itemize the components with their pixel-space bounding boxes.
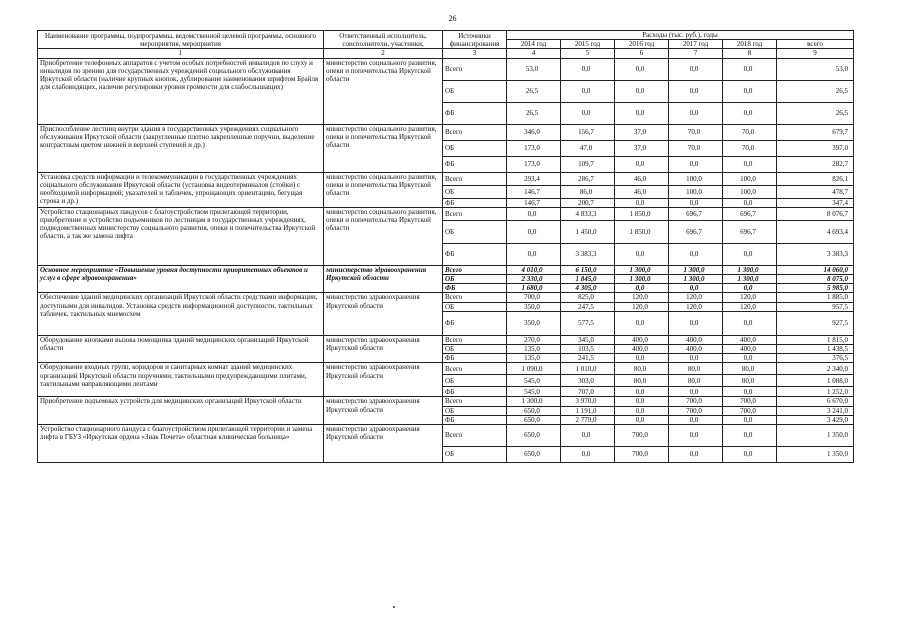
year-value: 4 010,0 xyxy=(507,265,561,274)
year-value: 0,0 xyxy=(723,243,777,265)
total-value: 1 438,5 xyxy=(777,345,854,354)
funding-source: ОБ xyxy=(443,406,507,415)
year-value: 1 680,0 xyxy=(507,284,561,293)
year-value: 0,0 xyxy=(615,415,669,424)
year-value: 700,0 xyxy=(723,397,777,406)
year-value: 120,0 xyxy=(615,293,669,302)
year-value: 1 090,0 xyxy=(507,363,561,375)
year-value: 577,5 xyxy=(561,311,615,335)
year-value: 0,0 xyxy=(723,156,777,172)
funding-source: Всего xyxy=(443,172,507,185)
year-value: 0,0 xyxy=(669,58,723,80)
total-value: 478,7 xyxy=(777,185,854,198)
year-value: 146,7 xyxy=(507,198,561,207)
year-value: 86,0 xyxy=(561,185,615,198)
funding-source: ОБ xyxy=(443,140,507,156)
measure-name: Приобретение телефонных аппаратов с учетом особых потребностей инвалидов по слуху и инвалидов по зрению для государственных учреждений социального обслуживания Иркутской области (наличие крупных кнопок, дублирование наименования шрифтом Брайля для слабовидящих, наличие регулировки уровня громкости для слабослышащих) xyxy=(38,58,324,124)
header-sources: Источники финансирования xyxy=(443,31,507,49)
year-value: 4 833,3 xyxy=(561,207,615,220)
measure-name: Приобретение подъемных устройств для медицинских организаций Иркутской области xyxy=(38,397,324,425)
funding-source: ФБ xyxy=(443,311,507,335)
funding-source: Всего xyxy=(443,207,507,220)
total-value: 1 252,0 xyxy=(777,387,854,397)
table-row xyxy=(38,265,854,274)
year-value: 37,0 xyxy=(615,124,669,140)
year-value: 0,0 xyxy=(615,58,669,80)
year-value: 0,0 xyxy=(723,102,777,124)
year-value: 346,0 xyxy=(507,124,561,140)
year-value: 70,0 xyxy=(723,124,777,140)
funding-source: ФБ xyxy=(443,284,507,293)
year-value: 545,0 xyxy=(507,375,561,387)
year-value: 146,7 xyxy=(507,185,561,198)
funding-source: ОБ xyxy=(443,80,507,102)
year-value: 345,0 xyxy=(561,335,615,344)
funding-source: Всего xyxy=(443,397,507,406)
year-value: 0,0 xyxy=(669,387,723,397)
year-value: 303,0 xyxy=(561,375,615,387)
executor: министерство здравоохранения Иркутской области xyxy=(324,335,443,363)
year-value: 241,5 xyxy=(561,354,615,363)
year-value: 0,0 xyxy=(669,284,723,293)
year-value: 400,0 xyxy=(669,345,723,354)
year-value: 3 383,3 xyxy=(561,243,615,265)
measure-name: Установка средств информации и телекоммуникации в государственных учреждениях социального обслуживания Иркутской области (установка видеотерминалов (стойки) с необходимой информацией; указателей и табличек, упрощающих ориентацию, бегущая строка и др.) xyxy=(38,172,324,207)
year-value: 400,0 xyxy=(669,335,723,344)
total-value: 3 241,0 xyxy=(777,406,854,415)
year-value: 696,7 xyxy=(723,207,777,220)
year-value: 1 300,0 xyxy=(615,265,669,274)
year-value: 120,0 xyxy=(615,302,669,311)
year-value: 200,7 xyxy=(561,198,615,207)
funding-source: Всего xyxy=(443,335,507,344)
year-value: 100,0 xyxy=(669,185,723,198)
year-value: 135,0 xyxy=(507,345,561,354)
year-value: 1 845,0 xyxy=(561,275,615,284)
year-value: 350,0 xyxy=(507,311,561,335)
funding-source: ОБ xyxy=(443,220,507,243)
table-row xyxy=(38,124,854,140)
year-value: 80,0 xyxy=(669,363,723,375)
funding-source: Всего xyxy=(443,265,507,274)
year-value: 0,0 xyxy=(615,397,669,406)
funding-source: ФБ xyxy=(443,387,507,397)
measure-name: Устройство стационарных пандусов с благоустройством прилегающей территории, приобретение и устройство подъемников по лестницам в государственных учреждениях, подведомственных министерству социального развития, опеки и попечительства Иркутской области, а так же замена лифта xyxy=(38,207,324,265)
funding-source: ФБ xyxy=(443,243,507,265)
column-index: 8 xyxy=(723,49,777,58)
total-value: 8 076,7 xyxy=(777,207,854,220)
total-value: 3 383,3 xyxy=(777,243,854,265)
year-value: 0,0 xyxy=(615,284,669,293)
table-row xyxy=(38,293,854,302)
funding-source: ОБ xyxy=(443,345,507,354)
year-value: 120,0 xyxy=(669,302,723,311)
year-value: 696,7 xyxy=(723,220,777,243)
funding-source: Всего xyxy=(443,124,507,140)
year-value: 47,0 xyxy=(561,140,615,156)
year-value: 70,0 xyxy=(669,124,723,140)
funding-source: ОБ xyxy=(443,275,507,284)
total-value: 5 985,0 xyxy=(777,284,854,293)
total-value: 3 429,0 xyxy=(777,415,854,424)
year-value: 1 300,0 xyxy=(615,275,669,284)
year-value: 173,0 xyxy=(507,140,561,156)
funding-source: ФБ xyxy=(443,102,507,124)
year-value: 53,0 xyxy=(507,58,561,80)
executor: министерство здравоохранения Иркутской области xyxy=(324,363,443,397)
year-value: 700,0 xyxy=(669,406,723,415)
year-value: 173,0 xyxy=(507,156,561,172)
table-row xyxy=(38,58,854,80)
column-index: 1 xyxy=(38,49,324,58)
executor: министерство здравоохранения Иркутской области xyxy=(324,425,443,463)
measure-name: Оборудование входных групп, коридоров и санитарных комнат зданий медицинских организаций Иркутской области поручнями, тактильными предупреждающими плитами, тактильными направляющими лентами xyxy=(38,363,324,397)
year-value: 3 970,0 xyxy=(561,397,615,406)
year-value: 1 300,0 xyxy=(723,275,777,284)
header-year: 2015 год xyxy=(561,40,615,49)
year-value: 650,0 xyxy=(507,425,561,447)
funding-source: ФБ xyxy=(443,354,507,363)
year-value: 0,0 xyxy=(669,102,723,124)
total-value: 397,0 xyxy=(777,140,854,156)
year-value: 400,0 xyxy=(723,345,777,354)
year-value: 545,0 xyxy=(507,387,561,397)
header-year: 2016 год xyxy=(615,40,669,49)
funding-source: ОБ xyxy=(443,447,507,463)
year-value: 1 300,0 xyxy=(669,275,723,284)
year-value: 700,0 xyxy=(723,406,777,415)
total-value: 4 693,4 xyxy=(777,220,854,243)
year-value: 0,0 xyxy=(615,354,669,363)
header-expenses: Расходы (тыс. руб.), годы xyxy=(507,31,854,40)
executor: министерство социального развития, опеки и попечительства Иркутской области xyxy=(324,207,443,265)
year-value: 1 191,0 xyxy=(561,406,615,415)
total-value: 957,5 xyxy=(777,302,854,311)
total-value: 6 670,0 xyxy=(777,397,854,406)
year-value: 0,0 xyxy=(615,198,669,207)
year-value: 286,7 xyxy=(561,172,615,185)
total-value: 26,5 xyxy=(777,80,854,102)
header-year: 2017 год xyxy=(669,40,723,49)
funding-source: ОБ xyxy=(443,375,507,387)
year-value: 103,5 xyxy=(561,345,615,354)
expenses-table xyxy=(37,30,854,463)
header-executor: Ответственный исполнитель, соисполнители, участники, xyxy=(324,31,443,49)
year-value: 0,0 xyxy=(561,102,615,124)
year-value: 0,0 xyxy=(669,80,723,102)
total-value: 8 075,0 xyxy=(777,275,854,284)
executor: министерство социального развития, опеки и попечительства Иркутской области xyxy=(324,58,443,124)
year-value: 26,5 xyxy=(507,80,561,102)
column-index: 7 xyxy=(669,49,723,58)
year-value: 109,7 xyxy=(561,156,615,172)
year-value: 80,0 xyxy=(615,375,669,387)
total-value: 26,5 xyxy=(777,102,854,124)
total-value: 1 350,0 xyxy=(777,425,854,447)
year-value: 0,0 xyxy=(669,447,723,463)
year-value: 6 150,0 xyxy=(561,265,615,274)
header-program: Наименование программы, подпрограммы, ведомственной целевой программы, основного мероприятия, мероприятия xyxy=(38,31,324,49)
year-value: 80,0 xyxy=(723,375,777,387)
executor: министерство здравоохранения Иркутской области xyxy=(324,265,443,293)
total-value: 1 350,0 xyxy=(777,447,854,463)
year-value: 100,0 xyxy=(723,172,777,185)
measure-name: Оборудование кнопками вызова помощника зданий медицинских организаций Иркутской области xyxy=(38,335,324,363)
column-index: 2 xyxy=(324,49,443,58)
year-value: 0,0 xyxy=(669,354,723,363)
year-value: 0,0 xyxy=(723,354,777,363)
year-value: 0,0 xyxy=(615,80,669,102)
year-value: 247,5 xyxy=(561,302,615,311)
total-value: 376,5 xyxy=(777,354,854,363)
column-index: 3 xyxy=(443,49,507,58)
executor: министерство социального развития, опеки и попечительства Иркутской области xyxy=(324,172,443,207)
table-row xyxy=(38,335,854,344)
year-value: 0,0 xyxy=(669,156,723,172)
year-value: 270,0 xyxy=(507,335,561,344)
measure-name: Приспособление лестниц внутри здания в государственных учреждениях социального обслуживания Иркутской области (закругленные плотно закрепленные поручни, выделение контрастным цветом нижней и верхней ступеней и др.) xyxy=(38,124,324,172)
total-value: 2 340,0 xyxy=(777,363,854,375)
year-value: 825,0 xyxy=(561,293,615,302)
year-value: 0,0 xyxy=(723,415,777,424)
total-value: 1 815,0 xyxy=(777,335,854,344)
year-value: 0,0 xyxy=(561,425,615,447)
table-row xyxy=(38,172,854,185)
year-value: 2 779,0 xyxy=(561,415,615,424)
year-value: 400,0 xyxy=(615,335,669,344)
year-value: 0,0 xyxy=(669,243,723,265)
year-value: 696,7 xyxy=(669,220,723,243)
total-value: 927,5 xyxy=(777,311,854,335)
year-value: 0,0 xyxy=(615,406,669,415)
year-value: 0,0 xyxy=(669,415,723,424)
year-value: 350,0 xyxy=(507,302,561,311)
executor: министерство здравоохранения Иркутской области xyxy=(324,397,443,425)
year-value: 0,0 xyxy=(561,58,615,80)
total-value: 282,7 xyxy=(777,156,854,172)
year-value: 0,0 xyxy=(615,311,669,335)
year-value: 100,0 xyxy=(669,172,723,185)
header-year: 2018 год xyxy=(723,40,777,49)
year-value: 1 300,0 xyxy=(723,265,777,274)
column-index: 4 xyxy=(507,49,561,58)
year-value: 0,0 xyxy=(723,198,777,207)
year-value: 0,0 xyxy=(723,425,777,447)
year-value: 0,0 xyxy=(561,80,615,102)
year-value: 400,0 xyxy=(723,335,777,344)
year-value: 0,0 xyxy=(723,58,777,80)
funding-source: ОБ xyxy=(443,302,507,311)
year-value: 0,0 xyxy=(507,220,561,243)
year-value: 0,0 xyxy=(507,207,561,220)
year-value: 1 850,0 xyxy=(615,220,669,243)
year-value: 650,0 xyxy=(507,415,561,424)
year-value: 26,5 xyxy=(507,102,561,124)
year-value: 0,0 xyxy=(507,243,561,265)
year-value: 37,0 xyxy=(615,140,669,156)
year-value: 293,4 xyxy=(507,172,561,185)
year-value: 0,0 xyxy=(723,387,777,397)
year-value: 400,0 xyxy=(615,345,669,354)
column-index: 9 xyxy=(777,49,854,58)
table-row xyxy=(38,363,854,375)
funding-source: Всего xyxy=(443,58,507,80)
funding-source: Всего xyxy=(443,293,507,302)
year-value: 0,0 xyxy=(615,156,669,172)
executor: министерство здравоохранения Иркутской области xyxy=(324,293,443,335)
year-value: 0,0 xyxy=(723,284,777,293)
year-value: 700,0 xyxy=(507,293,561,302)
executor: министерство социального развития, опеки и попечительства Иркутской области xyxy=(324,124,443,172)
year-value: 4 305,0 xyxy=(561,284,615,293)
year-value: 700,0 xyxy=(669,397,723,406)
funding-source: Всего xyxy=(443,363,507,375)
funding-source: ФБ xyxy=(443,156,507,172)
total-value: 53,0 xyxy=(777,58,854,80)
year-value: 80,0 xyxy=(723,363,777,375)
year-value: 700,0 xyxy=(615,425,669,447)
year-value: 0,0 xyxy=(723,311,777,335)
year-value: 0,0 xyxy=(669,311,723,335)
funding-source: Всего xyxy=(443,425,507,447)
year-value: 696,7 xyxy=(669,207,723,220)
year-value: 135,0 xyxy=(507,354,561,363)
year-value: 80,0 xyxy=(615,363,669,375)
year-value: 46,0 xyxy=(615,185,669,198)
total-value: 347,4 xyxy=(777,198,854,207)
total-value: 1 088,0 xyxy=(777,375,854,387)
year-value: 1 300,0 xyxy=(669,265,723,274)
year-value: 1 450,0 xyxy=(561,220,615,243)
total-value: 679,7 xyxy=(777,124,854,140)
year-value: 120,0 xyxy=(723,293,777,302)
year-value: 2 330,0 xyxy=(507,275,561,284)
year-value: 70,0 xyxy=(669,140,723,156)
header-total: всего xyxy=(777,40,854,49)
year-value: 100,0 xyxy=(723,185,777,198)
scan-speck xyxy=(393,606,395,608)
year-value: 700,0 xyxy=(615,447,669,463)
measure-name: Обеспечение зданий медицинских организаций Иркутской области средствами информации, доступными для инвалидов. Установка средств информационной доступности, тактильных табличек, тактильных мнемосхем xyxy=(38,293,324,335)
table-row xyxy=(38,207,854,220)
year-value: 707,0 xyxy=(561,387,615,397)
year-value: 0,0 xyxy=(615,243,669,265)
column-index: 6 xyxy=(615,49,669,58)
year-value: 1 300,0 xyxy=(507,397,561,406)
year-value: 46,0 xyxy=(615,172,669,185)
year-value: 120,0 xyxy=(723,302,777,311)
year-value: 650,0 xyxy=(507,447,561,463)
year-value: 0,0 xyxy=(669,425,723,447)
total-value: 1 885,0 xyxy=(777,293,854,302)
page-number: 26 xyxy=(448,14,457,23)
year-value: 156,7 xyxy=(561,124,615,140)
table-row xyxy=(38,397,854,406)
funding-source: ОБ xyxy=(443,185,507,198)
year-value: 1 850,0 xyxy=(615,207,669,220)
measure-name: Основное мероприятие «Повышение уровня доступности приоритетных объектов и услуг в сфере здравоохранения» xyxy=(38,265,324,293)
funding-source: ФБ xyxy=(443,415,507,424)
total-value: 14 060,0 xyxy=(777,265,854,274)
year-value: 0,0 xyxy=(561,447,615,463)
year-value: 70,0 xyxy=(723,140,777,156)
header-year: 2014 год xyxy=(507,40,561,49)
measure-name: Устройство стационарного пандуса с благоустройством прилегающей территории и замена лифта в ГБУЗ «Иркутская ордена «Знак Почета» областная клиническая больница» xyxy=(38,425,324,463)
table-row xyxy=(38,425,854,447)
year-value: 0,0 xyxy=(615,102,669,124)
year-value: 0,0 xyxy=(723,80,777,102)
year-value: 0,0 xyxy=(669,198,723,207)
column-index: 5 xyxy=(561,49,615,58)
year-value: 120,0 xyxy=(669,293,723,302)
year-value: 80,0 xyxy=(669,375,723,387)
year-value: 1 010,0 xyxy=(561,363,615,375)
year-value: 0,0 xyxy=(723,447,777,463)
year-value: 650,0 xyxy=(507,406,561,415)
funding-source: ФБ xyxy=(443,198,507,207)
total-value: 826,1 xyxy=(777,172,854,185)
year-value: 0,0 xyxy=(615,387,669,397)
